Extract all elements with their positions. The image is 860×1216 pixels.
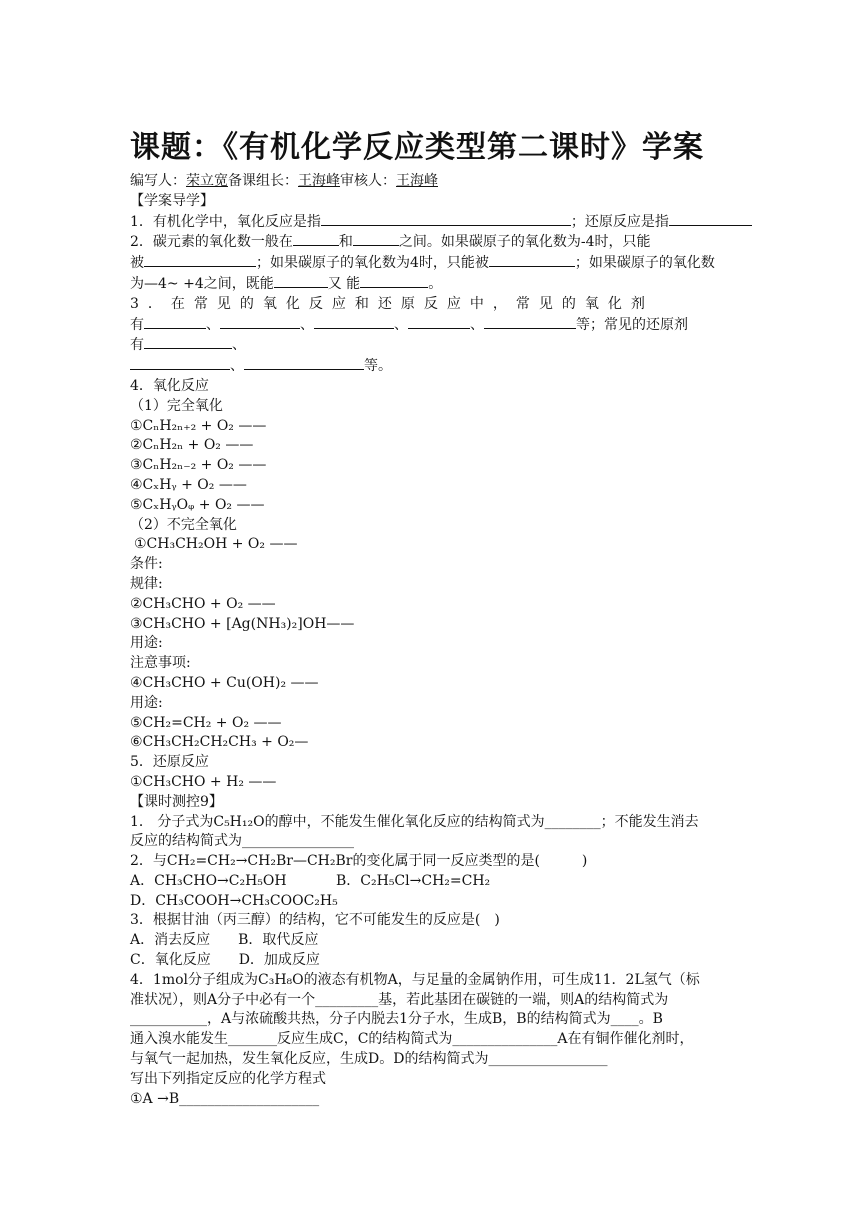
test-2-question: 2．与CH₂=CH₂→CH₂Br—CH₂Br的变化属于同一反应类型的是( ): [130, 853, 588, 870]
worksheet-page: [130, 128, 730, 1109]
q3-text-e: 有: [130, 337, 144, 354]
question-2-line-3: [130, 274, 730, 295]
reaction-2: ②CₙH₂ₙ + O₂ ——: [130, 437, 254, 454]
partial-oxidation-2: ②CH₃CHO + O₂ ——: [130, 595, 276, 612]
q1-blank-2[interactable]: [669, 212, 752, 226]
q2-text-g: 为—4~ +4之间，既能: [130, 275, 274, 292]
reaction-4: ④CₓHᵧ + O₂ ——: [130, 476, 247, 493]
q2-blank-4[interactable]: [489, 253, 575, 267]
q2-text-h: 又 能: [327, 275, 361, 292]
q1-text-a: 1．有机化学中，氧化反应是指: [130, 213, 321, 230]
group-label: 备课组长：: [228, 173, 298, 189]
q2-text-i: 。: [428, 275, 443, 292]
test-2-options-ab: [130, 872, 730, 892]
note-label: 注意事项:: [130, 655, 191, 672]
q2-blank-1[interactable]: [293, 232, 339, 246]
q2-text-e: ；如果碳原子的氧化数为4时，只能被: [256, 255, 489, 272]
section-4-heading: 4．氧化反应: [130, 377, 209, 394]
test-5-item-a: ①A →B____________________: [130, 1090, 320, 1107]
q3-sep-4: 、: [470, 316, 484, 333]
q2-text-f: ；如果碳原子的氧化数: [574, 255, 715, 272]
q1-blank-1[interactable]: [321, 212, 571, 226]
q3-sep-5: 、: [232, 337, 246, 354]
test-2-option-d: D．CH₃COOH→CH₃COOC₂H₅: [130, 892, 338, 909]
q3-blank-7[interactable]: [130, 356, 230, 370]
authors-line: [130, 172, 730, 192]
section-guide: 【学案导学】: [130, 192, 214, 209]
q3-blank-2[interactable]: [220, 315, 300, 329]
rule-label: 规律:: [130, 575, 163, 592]
q3-text-b: 有: [130, 316, 144, 333]
reviewer-name: 王海峰: [396, 173, 438, 189]
section-4-2-heading: （2）不完全氧化: [130, 516, 237, 533]
q3-text-d: 等；常见的还原剂: [576, 316, 688, 333]
q2-blank-2[interactable]: [353, 232, 399, 246]
reaction-5: ⑤CₓHᵧOᵩ + O₂ ——: [130, 496, 265, 513]
test-1-line-2: 反应的结构简式为________________: [130, 833, 354, 850]
partial-oxidation-1: ①CH₃CH₂OH + O₂ ——: [134, 536, 298, 553]
test-4-line-3: ___________，A与浓硫酸共热，分子内脱去1分子水，生成B，B的结构简式为____。B: [130, 1011, 663, 1028]
reviewer-label: 审核人：: [340, 173, 396, 189]
section-test: 【课时测控9】: [130, 793, 223, 810]
partial-oxidation-6: ⑥CH₃CH₂CH₂CH₃ + O₂—: [130, 734, 309, 751]
writer-label: 编写人：: [130, 173, 186, 189]
q2-text-a: 2．碳元素的氧化数一般在: [130, 234, 293, 251]
q2-text-c: 之间。如果碳原子的氧化数为-4时，只能: [398, 234, 651, 251]
test-4-line-4: 通入溴水能发生_______反应生成C，C的结构简式为_______________A在有铜作催化剂时，: [130, 1031, 694, 1048]
q3-blank-1[interactable]: [144, 315, 206, 329]
group-leader-name: 王海峰: [298, 173, 340, 189]
partial-oxidation-4: ④CH₃CHO + Cu(OH)₂ ——: [130, 674, 319, 691]
test-5-heading: 写出下列指定反应的化学方程式: [130, 1070, 326, 1087]
q2-text-d: 被: [130, 255, 144, 272]
reaction-3: ③CₙH₂ₙ₋₂ + O₂ ——: [130, 457, 267, 474]
q1-text-b: ；还原反应是指: [570, 213, 669, 230]
q3-text-f: 等。: [364, 358, 392, 375]
q3-sep-2: 、: [300, 316, 314, 333]
test-4-line-5: 与氧气一起加热，发生氧化反应，生成D。D的结构简式为_________________: [130, 1051, 608, 1068]
writer-name: 荣立宽: [186, 173, 228, 189]
test-3-question: 3．根据甘油（丙三醇）的结构，它不可能发生的反应是( ): [130, 912, 500, 929]
test-2-option-a: A．CH₃CHO→C₂H₅OH: [130, 872, 287, 889]
question-1: [130, 212, 730, 233]
partial-oxidation-5: ⑤CH₂=CH₂ + O₂ ——: [130, 714, 282, 731]
q2-blank-3[interactable]: [144, 253, 256, 267]
question-3-line-3: [130, 335, 730, 356]
q3-blank-5[interactable]: [484, 315, 576, 329]
reduction-1: ①CH₃CHO + H₂ ——: [130, 773, 277, 790]
test-2-option-b: B．C₂H₅Cl→CH₂=CH₂: [336, 872, 491, 889]
question-3-line-2: [130, 315, 730, 336]
q3-sep-6: 、: [230, 358, 244, 375]
question-2-line-1: [130, 232, 730, 253]
q3-sep-3: 、: [394, 316, 408, 333]
use-label-1: 用途:: [130, 635, 163, 652]
condition-label: 条件:: [130, 556, 163, 573]
q3-blank-8[interactable]: [244, 356, 364, 370]
section-4-1-heading: （1）完全氧化: [130, 397, 223, 414]
question-3-line-4: [130, 356, 730, 377]
section-5-heading: 5．还原反应: [130, 754, 209, 771]
q3-blank-4[interactable]: [408, 315, 470, 329]
q2-blank-5[interactable]: [274, 274, 328, 288]
q3-blank-6[interactable]: [144, 335, 232, 349]
reaction-1: ①CₙH₂ₙ₊₂ + O₂ ——: [130, 417, 267, 434]
test-4-line-2: 准状况），则A分子中必有一个_________基，若此基团在碳链的一端，则A的结构简式为: [130, 991, 669, 1008]
q3-sep-1: 、: [206, 316, 220, 333]
q2-blank-6[interactable]: [360, 274, 428, 288]
page-title: 课题：《有机化学反应类型第二课时》学案: [130, 130, 704, 165]
test-1-line-1: 1． 分子式为C₅H₁₂O的醇中，不能发生催化氧化反应的结构简式为________；不能发生消去: [130, 813, 699, 830]
q3-blank-3[interactable]: [314, 315, 394, 329]
use-label-2: 用途:: [130, 694, 163, 711]
question-3-line-1: 3．在常见的氧化反应和还原反应中，常见的氧化剂: [130, 295, 654, 312]
test-3-options-cd: C．氧化反应 D．加成反应: [130, 952, 320, 969]
question-2-line-2: [130, 253, 730, 274]
test-3-options-ab: A．消去反应 B．取代反应: [130, 932, 319, 949]
q2-text-b: 和: [338, 234, 353, 251]
partial-oxidation-3: ③CH₃CHO + [Ag(NH₃)₂]OH——: [130, 615, 355, 632]
test-4-line-1: 4．1mol分子组成为C₃H₈O的液态有机物A，与足量的金属钠作用，可生成11．2L氢气（标: [130, 971, 700, 988]
